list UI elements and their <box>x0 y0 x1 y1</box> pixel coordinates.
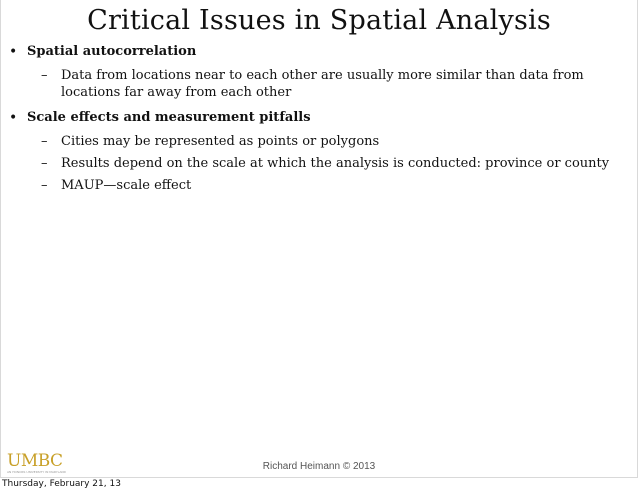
bullet-text: Scale effects and measurement pitfalls <box>27 110 311 125</box>
dash-icon: – <box>41 68 48 83</box>
dash-icon: – <box>41 134 48 149</box>
slide-content <box>7 43 633 199</box>
dash-icon: – <box>41 156 48 171</box>
bullet-text: Spatial autocorrelation <box>27 44 197 59</box>
page-date: Thursday, February 21, 13 <box>2 479 121 489</box>
logo-wordmark: UMBC <box>7 451 63 471</box>
bullet-item <box>7 43 633 61</box>
logo-tagline: AN HONORS UNIVERSITY IN MARYLAND <box>7 470 66 474</box>
sub-bullet-text: MAUP—scale effect <box>61 178 192 193</box>
sub-bullet-item <box>7 133 633 150</box>
sub-bullet-item <box>7 155 633 172</box>
sub-bullet-text: Data from locations near to each other are usually more similar than data from locations far away from each other <box>61 68 584 100</box>
dash-icon: – <box>41 178 48 193</box>
bullet-dot-icon: • <box>9 110 18 126</box>
sub-bullet-item <box>7 177 633 194</box>
bullet-dot-icon: • <box>9 44 18 60</box>
sub-bullet-text: Results depend on the scale at which the analysis is conducted: province or county <box>61 156 610 171</box>
footer-credit: Richard Heimann © 2013 <box>262 461 376 472</box>
sub-bullet-text: Cities may be represented as points or polygons <box>61 134 380 149</box>
bullet-item <box>7 109 633 127</box>
sub-bullet-item <box>7 67 633 101</box>
slide-title: Critical Issues in Spatial Analysis <box>87 5 551 36</box>
